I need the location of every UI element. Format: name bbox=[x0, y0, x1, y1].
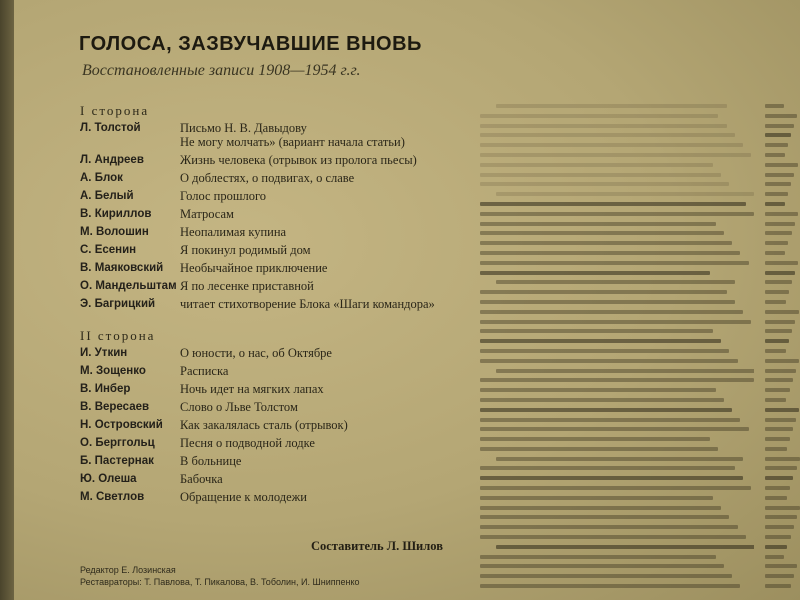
text-line bbox=[765, 408, 799, 412]
text-line bbox=[765, 535, 791, 539]
text-line bbox=[480, 163, 713, 167]
text-line bbox=[765, 300, 786, 304]
track-author: В. Маяковский bbox=[80, 262, 164, 274]
track-author: В. Вересаев bbox=[80, 401, 150, 413]
track-work bbox=[180, 382, 480, 396]
text-line bbox=[480, 584, 740, 588]
text-line bbox=[480, 182, 729, 186]
text-line bbox=[765, 163, 798, 167]
text-line bbox=[765, 466, 797, 470]
text-line bbox=[765, 339, 789, 343]
album-title: ГОЛОСА, ЗАЗВУЧАВШИЕ ВНОВЬ bbox=[79, 33, 422, 55]
track-row bbox=[80, 261, 480, 275]
track-row bbox=[80, 279, 480, 293]
text-line bbox=[765, 261, 798, 265]
track-work bbox=[180, 364, 480, 378]
track-row bbox=[80, 364, 480, 378]
text-line bbox=[765, 437, 790, 441]
track-row bbox=[80, 121, 480, 149]
track-row bbox=[80, 418, 480, 432]
track-work-line: Песня о подводной лодке bbox=[180, 436, 315, 450]
track-author: С. Есенин bbox=[80, 244, 137, 256]
text-line bbox=[480, 398, 724, 402]
text-line bbox=[765, 212, 798, 216]
text-line bbox=[765, 320, 795, 324]
text-line bbox=[496, 280, 734, 284]
track-row bbox=[80, 490, 480, 504]
text-line bbox=[765, 574, 794, 578]
text-line bbox=[765, 280, 792, 284]
text-line bbox=[765, 457, 800, 461]
track-row bbox=[80, 436, 480, 450]
track-work-line: Как закалялась сталь (отрывок) bbox=[180, 418, 348, 432]
track-author: Л. Андреев bbox=[80, 154, 144, 166]
track-work bbox=[180, 472, 480, 486]
track-work-line: Обращение к молодежи bbox=[180, 490, 307, 504]
track-work bbox=[180, 490, 480, 504]
text-line bbox=[480, 202, 746, 206]
track-work-line: О юности, о нас, об Октябре bbox=[180, 346, 332, 360]
track-author: Н. Островский bbox=[80, 419, 163, 431]
track-row bbox=[80, 207, 480, 221]
text-line bbox=[765, 271, 795, 275]
text-line bbox=[765, 182, 791, 186]
sleeve-edge bbox=[0, 0, 14, 600]
track-author: О. Берггольц bbox=[80, 437, 155, 449]
text-line bbox=[765, 173, 794, 177]
text-line bbox=[480, 349, 729, 353]
text-line bbox=[765, 398, 786, 402]
track-work bbox=[180, 279, 480, 293]
track-work bbox=[180, 171, 480, 185]
text-line bbox=[765, 584, 791, 588]
track-author: М. Зощенко bbox=[80, 365, 146, 377]
track-author: М. Волошин bbox=[80, 226, 149, 238]
text-line bbox=[480, 408, 732, 412]
track-work-line: Письмо Н. В. Давыдову bbox=[180, 121, 307, 135]
text-line bbox=[496, 457, 743, 461]
text-line bbox=[765, 251, 785, 255]
text-line bbox=[480, 212, 754, 216]
text-line bbox=[480, 555, 716, 559]
text-line bbox=[480, 329, 713, 333]
track-work-line: Слово о Льве Толстом bbox=[180, 400, 298, 414]
track-work-line: Не могу молчать» (вариант начала статьи) bbox=[180, 135, 405, 149]
text-line bbox=[765, 369, 796, 373]
text-line bbox=[765, 447, 787, 451]
text-line bbox=[496, 369, 754, 373]
track-work-line: Бабочка bbox=[180, 472, 223, 486]
text-line bbox=[765, 418, 796, 422]
text-line bbox=[480, 525, 738, 529]
text-line bbox=[480, 143, 743, 147]
track-work bbox=[180, 418, 480, 432]
text-line bbox=[496, 545, 754, 549]
track-work-line: Неопалимая купина bbox=[180, 225, 287, 239]
text-line bbox=[765, 476, 793, 480]
track-work bbox=[180, 436, 480, 450]
side-1-heading: I сторона bbox=[80, 103, 150, 118]
text-line bbox=[765, 564, 797, 568]
text-line bbox=[765, 310, 799, 314]
text-line bbox=[765, 555, 784, 559]
track-row bbox=[80, 472, 480, 486]
track-work bbox=[180, 261, 480, 275]
side-2-heading: II сторона bbox=[80, 328, 156, 343]
text-line bbox=[480, 447, 718, 451]
track-work bbox=[180, 121, 480, 149]
track-author: В. Инбер bbox=[80, 383, 131, 395]
text-line bbox=[765, 202, 785, 206]
text-line bbox=[765, 378, 793, 382]
track-row bbox=[80, 346, 480, 360]
text-line bbox=[496, 104, 726, 108]
text-line bbox=[480, 388, 716, 392]
text-line bbox=[480, 173, 721, 177]
track-work-line: О доблестях, о подвигах, о славе bbox=[180, 171, 355, 185]
track-row bbox=[80, 382, 480, 396]
track-work bbox=[180, 346, 480, 360]
production-credits bbox=[80, 564, 360, 588]
track-author: И. Уткин bbox=[80, 347, 128, 359]
side-2-tracklist bbox=[80, 346, 480, 508]
text-line bbox=[765, 515, 797, 519]
track-author: Л. Толстой bbox=[80, 122, 141, 134]
text-line bbox=[765, 329, 792, 333]
liner-notes-column-cut bbox=[765, 104, 800, 600]
text-line bbox=[480, 378, 754, 382]
track-row bbox=[80, 297, 480, 311]
track-work-line: Расписка bbox=[180, 364, 229, 378]
compiler-credit: Составитель Л. Шилов bbox=[311, 539, 443, 553]
text-line bbox=[765, 388, 790, 392]
text-line bbox=[480, 251, 740, 255]
text-line bbox=[765, 241, 788, 245]
track-work-line: Я по лесенке приставной bbox=[180, 279, 314, 293]
track-work-line: Ночь идет на мягких лапах bbox=[180, 382, 324, 396]
text-line bbox=[765, 114, 797, 118]
text-line bbox=[765, 143, 788, 147]
text-line bbox=[765, 349, 786, 353]
track-author: А. Блок bbox=[80, 172, 123, 184]
track-author: Ю. Олеша bbox=[80, 473, 137, 485]
text-line bbox=[765, 496, 787, 500]
text-line bbox=[480, 427, 749, 431]
text-line bbox=[480, 114, 718, 118]
track-work bbox=[180, 297, 480, 311]
track-row bbox=[80, 189, 480, 203]
text-line bbox=[480, 300, 735, 304]
track-work-line: Жизнь человека (отрывок из пролога пьесы) bbox=[180, 153, 417, 167]
restorers-credit: Реставраторы: Т. Павлова, Т. Пикалова, В. Тоболин, И. Шниппенко bbox=[80, 577, 360, 587]
track-work-line: Я покинул родимый дом bbox=[180, 243, 311, 257]
text-line bbox=[480, 320, 751, 324]
text-line bbox=[765, 486, 790, 490]
text-line bbox=[480, 231, 724, 235]
text-line bbox=[480, 153, 751, 157]
text-line bbox=[480, 290, 727, 294]
text-line bbox=[765, 506, 800, 510]
text-line bbox=[765, 231, 792, 235]
text-line bbox=[765, 525, 794, 529]
text-line bbox=[765, 104, 784, 108]
side-1-tracklist bbox=[80, 121, 480, 315]
album-subtitle: Восстановленные записи 1908—1954 г.г. bbox=[82, 62, 361, 79]
editor-credit: Редактор Е. Лозинская bbox=[80, 565, 176, 575]
text-line bbox=[765, 124, 794, 128]
track-work-line: Голос прошлого bbox=[180, 189, 267, 203]
track-row bbox=[80, 225, 480, 239]
text-line bbox=[480, 515, 729, 519]
text-line bbox=[496, 192, 754, 196]
text-line bbox=[480, 310, 743, 314]
text-line bbox=[765, 222, 795, 226]
text-line bbox=[480, 496, 713, 500]
track-work bbox=[180, 153, 480, 167]
track-work bbox=[180, 207, 480, 221]
text-line bbox=[765, 427, 793, 431]
track-author: А. Белый bbox=[80, 190, 134, 202]
text-line bbox=[480, 133, 735, 137]
text-line bbox=[480, 535, 746, 539]
track-row bbox=[80, 454, 480, 468]
text-line bbox=[480, 222, 716, 226]
text-line bbox=[480, 418, 740, 422]
text-line bbox=[480, 261, 749, 265]
track-work bbox=[180, 454, 480, 468]
liner-notes-column bbox=[480, 104, 754, 600]
track-work-line: Матросам bbox=[180, 207, 234, 221]
text-line bbox=[480, 241, 732, 245]
track-work bbox=[180, 243, 480, 257]
text-line bbox=[765, 290, 789, 294]
track-work bbox=[180, 225, 480, 239]
text-line bbox=[480, 339, 721, 343]
text-line bbox=[765, 359, 799, 363]
text-line bbox=[480, 574, 732, 578]
track-row bbox=[80, 400, 480, 414]
text-line bbox=[765, 153, 785, 157]
text-line bbox=[480, 466, 735, 470]
text-line bbox=[480, 506, 721, 510]
text-line bbox=[765, 192, 788, 196]
track-author: Б. Пастернак bbox=[80, 455, 154, 467]
track-author: В. Кириллов bbox=[80, 208, 152, 220]
text-line bbox=[765, 545, 787, 549]
text-line bbox=[480, 271, 710, 275]
track-author: М. Светлов bbox=[80, 491, 145, 503]
track-row bbox=[80, 153, 480, 167]
text-line bbox=[480, 437, 710, 441]
text-line bbox=[480, 476, 743, 480]
text-line bbox=[480, 124, 727, 128]
track-work-line: В больнице bbox=[180, 454, 242, 468]
track-work bbox=[180, 400, 480, 414]
track-row bbox=[80, 243, 480, 257]
track-author: О. Мандельштам bbox=[80, 280, 177, 292]
track-row bbox=[80, 171, 480, 185]
text-line bbox=[480, 564, 724, 568]
text-line bbox=[765, 133, 791, 137]
text-line bbox=[480, 359, 738, 363]
text-line bbox=[480, 486, 751, 490]
track-work-line: читает стихотворение Блока «Шаги командора» bbox=[180, 297, 435, 311]
track-author: Э. Багрицкий bbox=[80, 298, 156, 310]
track-work-line: Необычайное приключение bbox=[180, 261, 328, 275]
track-work bbox=[180, 189, 480, 203]
